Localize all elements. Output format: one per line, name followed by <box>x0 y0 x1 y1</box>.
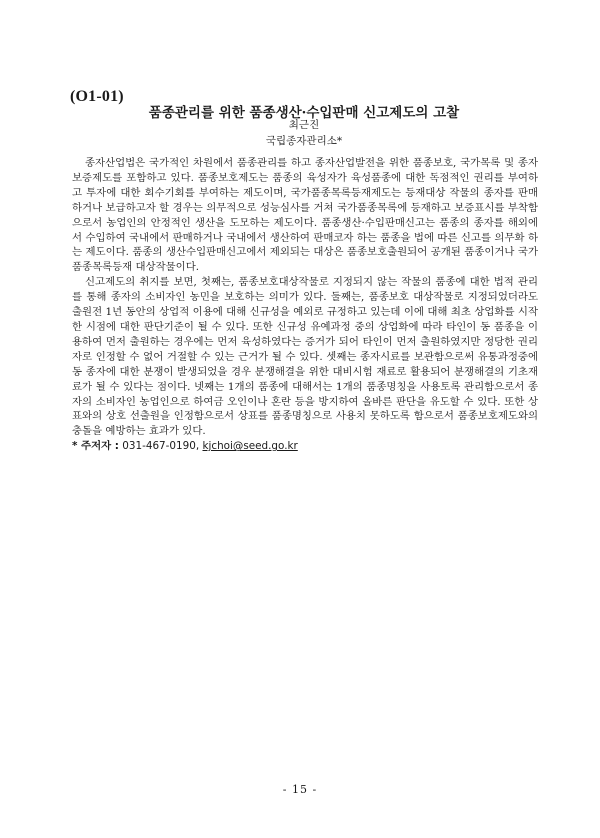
abstract-body <box>72 156 538 454</box>
paper-title: 품종관리를 위한 품종생산·수입판매 신고제도의 고찰 <box>148 105 460 121</box>
author-name: 최근진 <box>288 119 320 131</box>
corresponding-author <box>72 439 538 454</box>
contact-email-link[interactable]: kjchoi@seed.go.kr <box>202 440 298 453</box>
paragraph-1: 종자산업법은 국가적인 차원에서 품종관리를 하고 종자산업발전을 위한 품종보호, 국가목록 및 종자보증제도를 포함하고 있다. 품종보호제도는 품종의 육성자가 육성품종에 대한 독점적인 권리를 부여하고 투자에 대한 회수기회를 부여하는 제도이며, 국가품종목록등재제도는 등재대상 작물의 종자를 판매하거나 보급하고자 할 경우는 의무적으로 성능심사를 거쳐 국가품종목록에 등재하고 보증표시를 부착함으로서 농업인의 안정적인 생산을 도모하는 제도이다. 품종생산·수입판매신고는 품종의 종자를 해외에서 수입하여 국내에서 판매하거나 국내에서 생산하여 판매코자 하는 품종을 법에 따른 신고를 의무화 하는 제도이다. 품종의 생산수입판매신고에서 제외되는 대상은 품종보호출원되어 공개된 품종이거나 국가품종목록등재 대상작물이다. <box>72 157 538 274</box>
author-affiliation: 국립종자관리소* <box>265 135 343 147</box>
contact-phone: 031-467-0190, <box>122 440 200 453</box>
page-number: - 15 - <box>282 783 318 796</box>
paragraph-2: 신고제도의 취지를 보면, 첫째는, 품종보호대상작물로 지정되지 않는 작물의 품종에 대한 법적 관리를 통해 종자의 소비자인 농민을 보호하는 의미가 있다. 둘째는, 품종보호 대상작물로 지정되었더라도 출원전 1년 동안의 상업적 이용에 대해 신규성을 예외로 규정하고 있는데 이에 대해 최초 상업화를 시작한 시점에 대한 판단기준이 될 수 있다. 또한 신규성 유예과정 중의 상업화에 따라 타인이 동 품종을 이용하여 먼저 출원하는 경우에는 먼저 육성하였다는 증거가 되어 타인이 먼저 출원하였지만 정당한 권리자로 인정할 수 없어 거절할 수 있는 근거가 될 수 있다. 셋째는 종자시료를 보관함으로써 유통과정중에 동 종자에 대한 분쟁이 발생되었을 경우 분쟁해결을 위한 대비시험 재료로 활용되어 분쟁해결의 기초재료가 될 수 있다는 점이다. 넷째는 1개의 품종에 대해서는 1개의 품종명칭을 사용토록 관리함으로서 종자의 소비자인 농업인으로 하여금 오인이나 혼란 등을 방지하여 올바른 판단을 유도할 수 있다. 또한 상표와의 상호 선출원을 인정함으로서 상표를 품종명칭으로 사용치 못하도록 함으로서 품종보호제도와의 충돌을 예방하는 효과가 있다. <box>72 276 538 438</box>
abstract-code: (O1-01) <box>70 88 124 105</box>
contact-label: * 주저자 : <box>72 440 119 453</box>
